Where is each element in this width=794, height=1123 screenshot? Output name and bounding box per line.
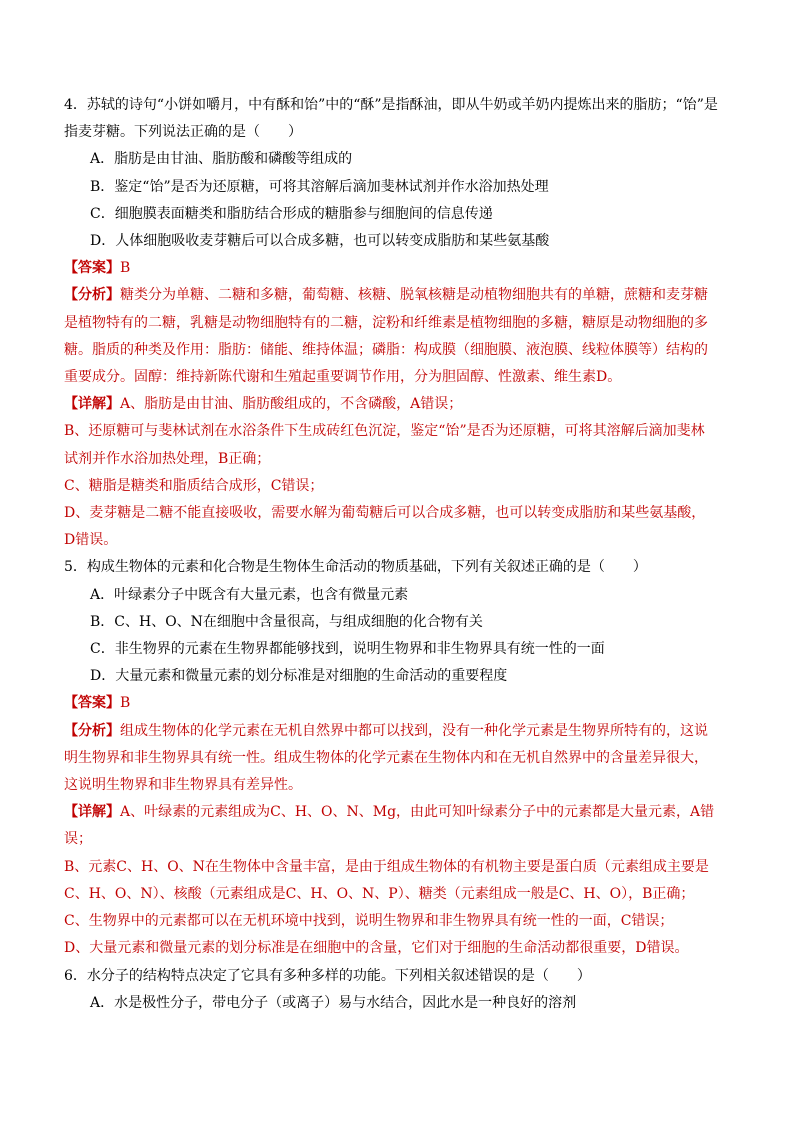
detail-line: [64, 799, 732, 826]
question-stem: 6．水分子的结构特点决定了它具有多种多样的功能。下列相关叙述错误的是（ ）: [64, 967, 591, 984]
answer-line: [64, 690, 732, 717]
detail-text: A、叶绿素的元素组成为C、H、O、N、Mg，由此可知叶绿素分子中的元素都是大量元素，A错: [120, 804, 715, 821]
option-d: D．大量元素和微量元素的划分标准是对细胞的生命活动的重要程度: [90, 668, 508, 685]
analysis-text: 是植物特有的二糖，乳糖是动物细胞特有的二糖，淀粉和纤维素是植物细胞的多糖，糖原是动物细胞的多: [64, 314, 708, 331]
option-b: B．鉴定“饴”是否为还原糖，可将其溶解后滴加斐林试剂并作水浴加热处理: [90, 178, 549, 195]
analysis-text: 重要成分。固醇：维持新陈代谢和生殖起重要调节作用，分为胆固醇、性激素、维生素D。: [64, 369, 622, 386]
option-c: C．非生物界的元素在生物界都能够找到，说明生物界和非生物界具有统一性的一面: [90, 641, 605, 658]
detail-text: D错误。: [64, 532, 118, 549]
detail-text: D、麦芽糖是二糖不能直接吸收，需要水解为葡萄糖后可以合成多糖，也可以转变成脂肪和某些氨基酸，: [64, 505, 706, 522]
analysis-line: [64, 282, 732, 309]
question-5: [64, 554, 732, 962]
option-a: A．叶绿素分子中既含有大量元素，也含有微量元素: [90, 586, 409, 603]
question-6: [64, 963, 732, 1017]
detail-text: C、生物界中的元素都可以在无机环境中找到，说明生物界和非生物界具有统一性的一面，C错误；: [64, 913, 674, 930]
detail-tag: 【详解】: [64, 804, 120, 821]
answer-value: B: [120, 260, 131, 277]
option-a: A．脂肪是由甘油、脂肪酸和磷酸等组成的: [90, 151, 353, 168]
analysis-text: 糖类分为单糖、二糖和多糖，葡萄糖、核糖、脱氧核糖是动植物细胞共有的单糖，蔗糖和麦芽糖: [120, 287, 708, 304]
analysis-tag: 【分析】: [64, 722, 120, 739]
question-stem: 4．苏轼的诗句“小饼如嚼月，中有酥和饴”中的“酥”是指酥油，即从牛奶或羊奶内提炼出来的脂肪；“饴”是: [64, 97, 718, 113]
question-stem: 5．构成生物体的元素和化合物是生物体生命活动的物质基础，下列有关叙述正确的是（ ）: [64, 559, 647, 576]
answer-line: [64, 255, 732, 282]
detail-text: B、元素C、H、O、N在生物体中含量丰富，是由于组成生物体的有机物主要是蛋白质（元素组成主要是: [64, 858, 709, 875]
analysis-text: 糖。脂质的种类及作用：脂肪：储能、维持体温；磷脂：构成膜（细胞膜、液泡膜、线粒体膜等）结构的: [64, 341, 708, 358]
detail-text: D、大量元素和微量元素的划分标准是在细胞中的含量，它们对于细胞的生命活动都很重要，D错误。: [64, 940, 689, 957]
detail-text: C、H、O、N）、核酸（元素组成是C、H、O、N、P）、糖类（元素组成一般是C、H、O），B正确；: [64, 885, 695, 902]
question-4: [64, 92, 732, 554]
detail-text: A、脂肪是由甘油、脂肪酸组成的，不含磷酸，A错误；: [120, 396, 463, 413]
detail-text: C、糖脂是糖类和脂质结合成形，C错误；: [64, 477, 324, 494]
analysis-tag: 【分析】: [64, 287, 120, 304]
analysis-line: [64, 718, 732, 745]
answer-value: B: [120, 695, 131, 712]
analysis-text: 明生物界和非生物界具有统一性。组成生物体的化学元素在生物体内和在无机自然界中的含量差异很大，: [64, 749, 708, 766]
detail-text: 试剂并作水浴加热处理，B正确；: [64, 450, 271, 467]
analysis-text: 这说明生物界和非生物界具有差异性。: [64, 777, 302, 794]
question-stem: 指麦芽糖。下列说法正确的是（ ）: [64, 124, 302, 141]
option-b: B．C、H、O、N在细胞中含量很高，与组成细胞的化合物有关: [90, 613, 483, 630]
detail-text: 误；: [64, 831, 92, 848]
analysis-text: 组成生物体的化学元素在无机自然界中都可以找到，没有一种化学元素是生物界所特有的，这说: [120, 722, 708, 739]
answer-tag: 【答案】: [64, 260, 120, 277]
detail-tag: 【详解】: [64, 396, 120, 413]
detail-line: [64, 391, 732, 418]
detail-text: B、还原糖可与斐林试剂在水浴条件下生成砖红色沉淀，鉴定“饴”是否为还原糖，可将其溶解后滴加斐林: [64, 423, 705, 440]
page-content: [64, 92, 732, 1017]
option-d: D．人体细胞吸收麦芽糖后可以合成多糖，也可以转变成脂肪和某些氨基酸: [90, 233, 550, 250]
option-c: C．细胞膜表面糖类和脂肪结合形成的糖脂参与细胞间的信息传递: [90, 205, 493, 222]
answer-tag: 【答案】: [64, 695, 120, 712]
option-a: A．水是极性分子，带电分子（或离子）易与水结合，因此水是一种良好的溶剂: [90, 994, 577, 1011]
